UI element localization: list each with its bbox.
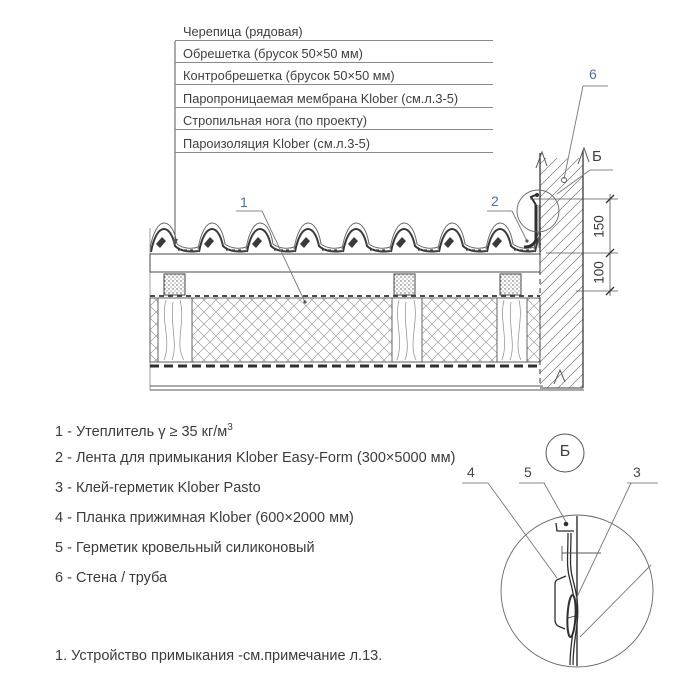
callout-1-insulation: 1	[240, 194, 248, 210]
legend-text: 1 - Утеплитель γ ≥ 35 кг/м	[55, 423, 228, 440]
rafter	[392, 298, 422, 362]
detail-plank-profile	[555, 522, 601, 665]
layer-label-text: Обрешетка (брусок 50×50 мм)	[183, 46, 363, 61]
layer-label-text: Стропильная нога (по проекту)	[183, 113, 368, 128]
layer-label-battens	[175, 46, 493, 63]
detail-callout-4: 4	[467, 464, 475, 480]
vapour-barrier-line	[150, 366, 584, 390]
detail-adhesive-bead	[566, 595, 576, 637]
counter-battens	[164, 274, 521, 295]
detail-title: Б	[559, 443, 571, 460]
layer-label-text: Паропроницаемая мембрана Klober (см.л.3-5)	[183, 91, 459, 106]
detail-sealant-bead	[564, 522, 569, 527]
layer-label-rafter	[175, 113, 493, 130]
legend-item-2: 2 - Лента для примыкания Klober Easy-Form (300×5000 мм)	[55, 450, 456, 466]
layer-label-text: Пароизоляция Klober (см.л.3-5)	[183, 136, 370, 151]
legend-item-4: 4 - Планка прижимная Klober (600×2000 мм)	[55, 510, 354, 526]
layer-label-text: Контробрешетка (брусок 50×50 мм)	[183, 68, 395, 83]
layer-label-membrane	[175, 91, 493, 108]
footnote: 1. Устройство примыкания -см.примечание л.13.	[55, 648, 383, 664]
callout-2-tape: 2	[491, 193, 499, 209]
roof-tiles	[150, 223, 582, 252]
detail-callout-5: 5	[524, 464, 532, 480]
batten-board	[150, 254, 540, 272]
legend-item-6: 6 - Стена / труба	[55, 570, 168, 586]
detail-callout-3: 3	[633, 464, 641, 480]
dimension-100: 100	[591, 261, 607, 284]
layer-label-text: Черепица (рядовая)	[183, 24, 303, 39]
legend-superscript: 3	[227, 422, 233, 433]
insulation-layer	[150, 298, 540, 362]
callout-6-wall: 6	[589, 66, 597, 82]
wall	[536, 148, 589, 388]
rafter	[158, 298, 192, 362]
legend-item-3: 3 - Клей-герметик Klober Pasto	[55, 480, 261, 496]
legend-item-1	[55, 418, 233, 442]
layer-label-counterbattens	[175, 68, 493, 85]
legend-item-5: 5 - Герметик кровельный силиконовый	[55, 540, 315, 556]
layer-label-tiles	[175, 24, 493, 41]
rafter	[497, 298, 527, 362]
layer-label-vapourbarrier	[175, 136, 493, 153]
detail-view	[462, 434, 658, 667]
dimension-150: 150	[591, 215, 607, 238]
detail-ref-label: Б	[592, 148, 602, 165]
